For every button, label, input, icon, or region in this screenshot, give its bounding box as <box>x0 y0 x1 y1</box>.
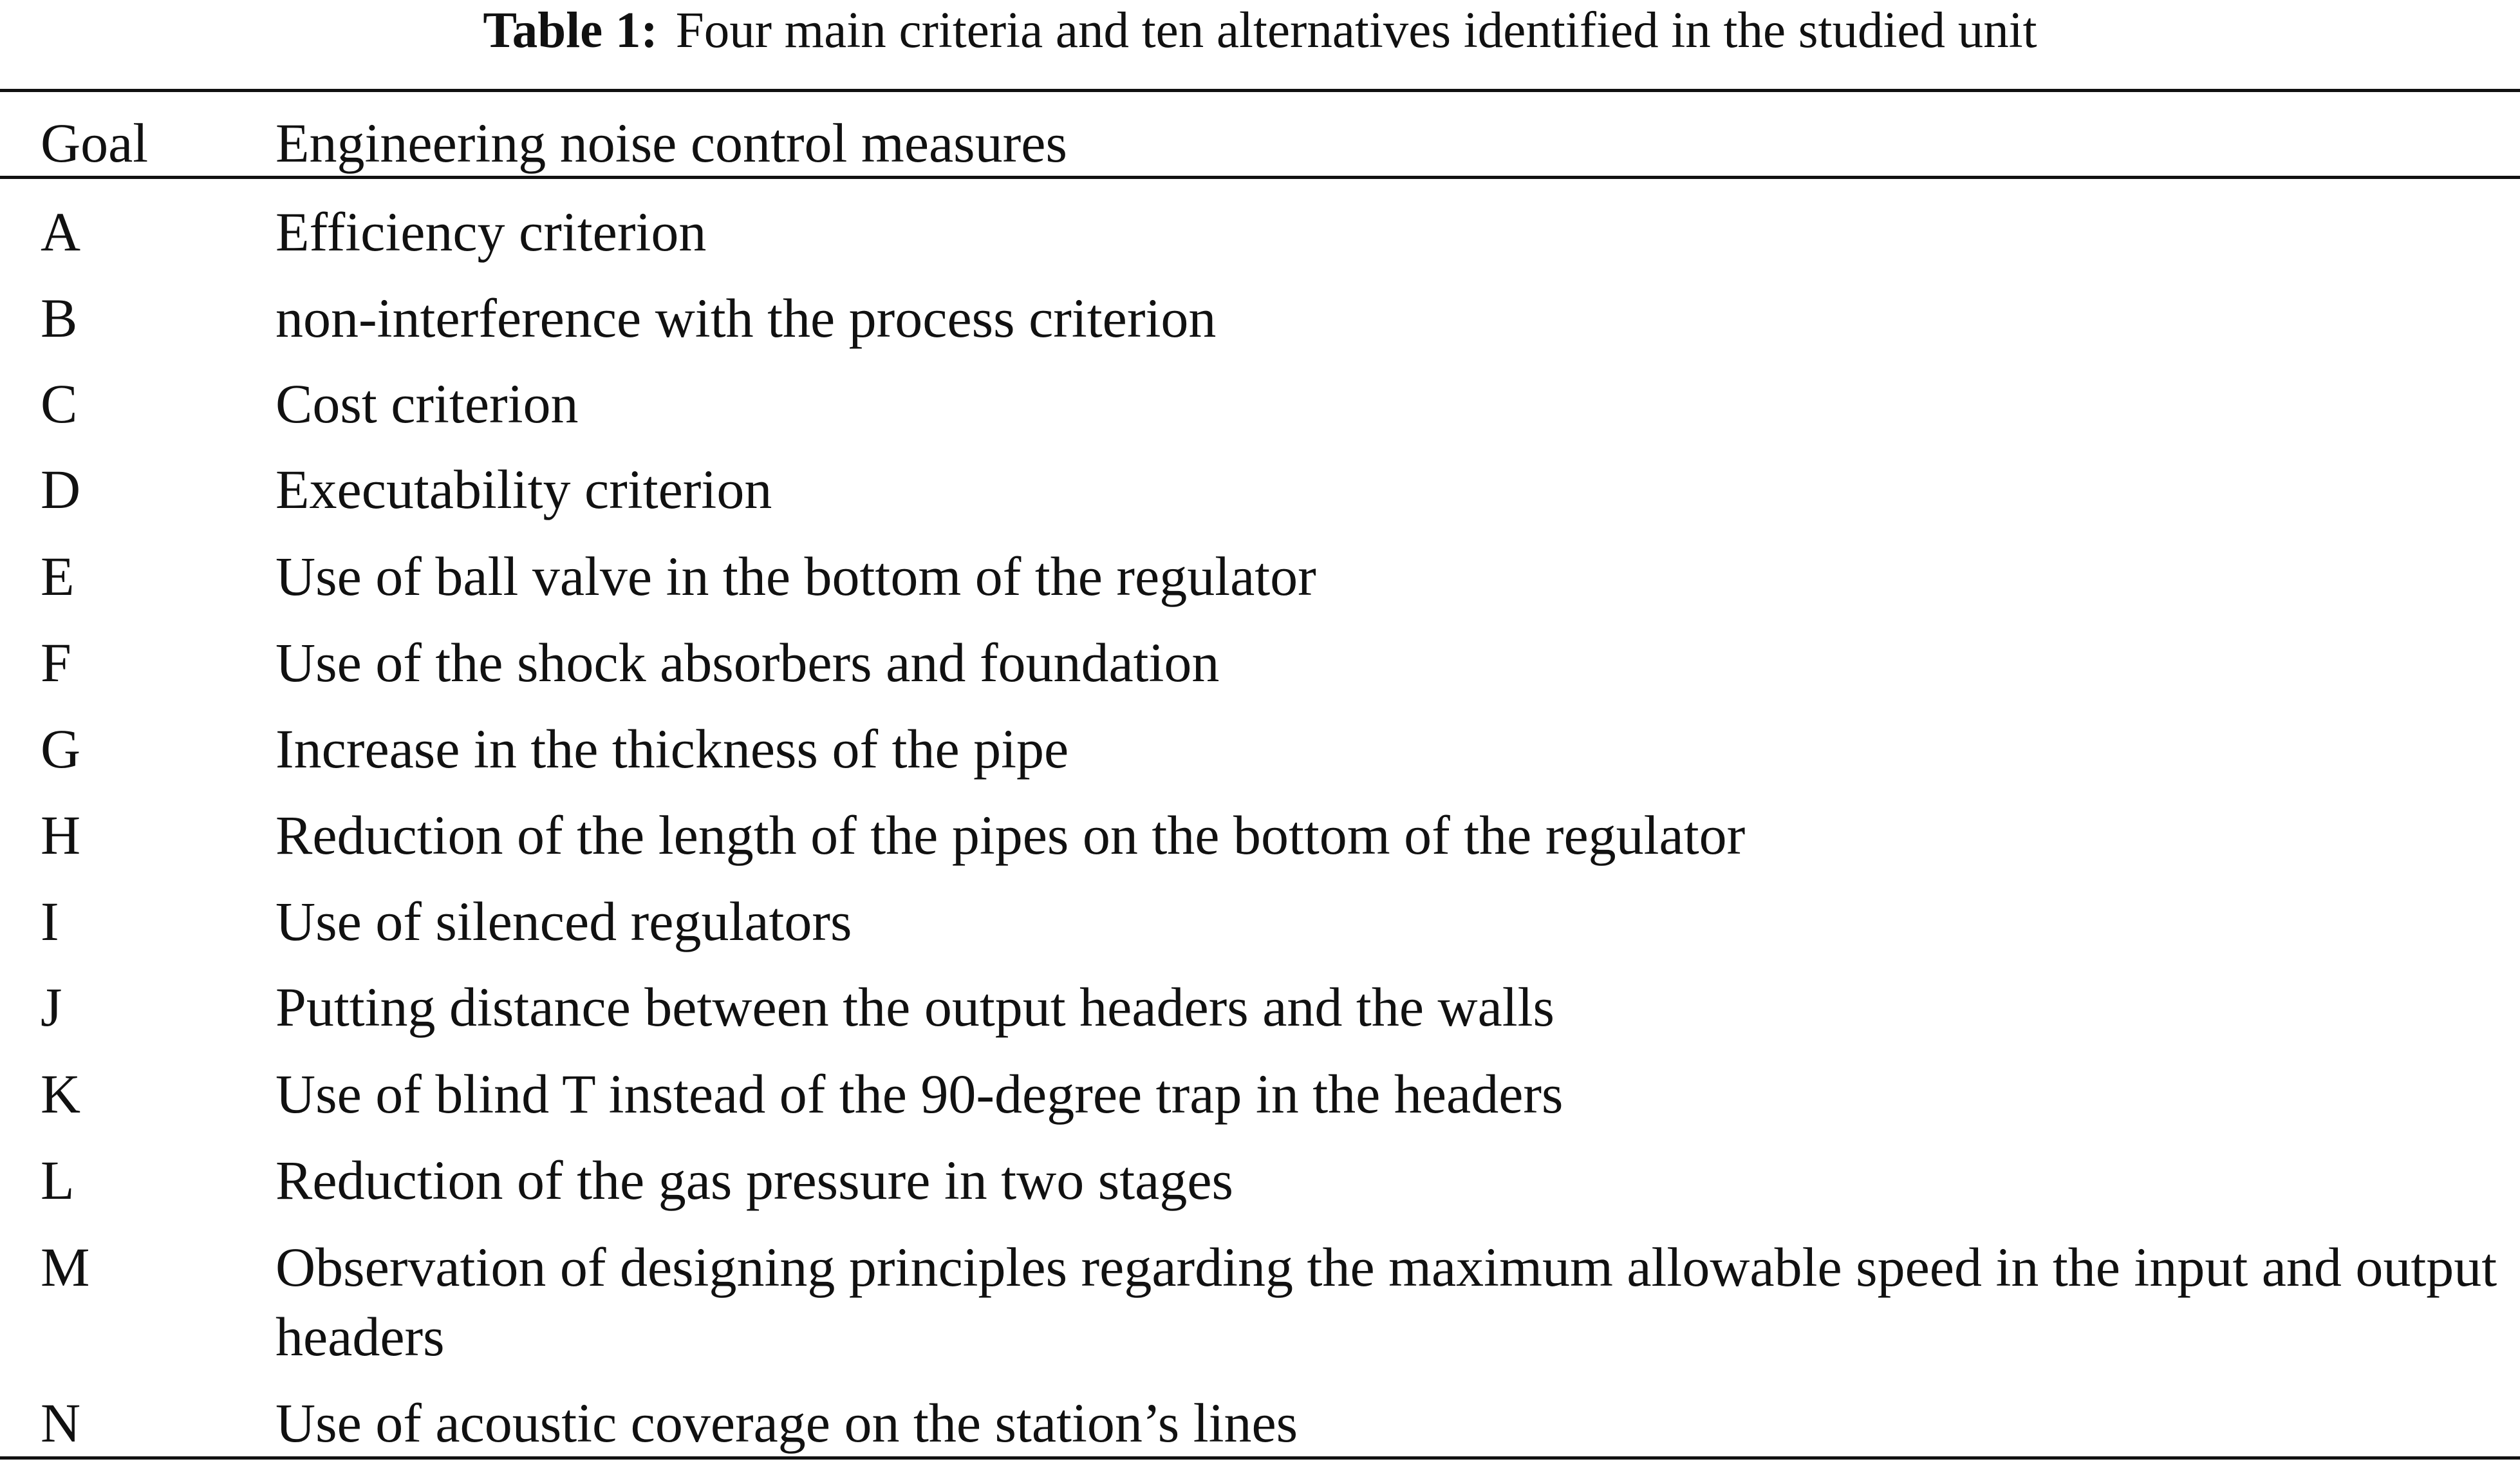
goal-cell: A <box>41 201 81 263</box>
goal-cell: B <box>41 287 78 349</box>
goal-column-header: Goal <box>41 112 149 174</box>
goal-cell: C <box>41 373 78 435</box>
measure-cell: Putting distance between the output headers and the walls <box>275 976 1555 1038</box>
measure-cell: Efficiency criterion <box>275 201 707 263</box>
top-rule <box>0 89 2520 92</box>
measure-cell: Use of acoustic coverage on the station’s lines <box>275 1392 1298 1454</box>
measure-cell: Use of blind T instead of the 90-degree trap in the headers <box>275 1063 1563 1125</box>
measure-cell: Cost criterion <box>275 373 579 435</box>
goal-cell: D <box>41 458 81 520</box>
goal-cell: H <box>41 804 81 866</box>
measure-cell: Observation of designing principles regarding the maximum allowable speed in the input and output headers <box>275 1236 2497 1367</box>
caption-text: Four main criteria and ten alternatives identified in the studied unit <box>675 3 2037 59</box>
goal-cell: J <box>41 976 62 1038</box>
bottom-rule <box>0 1456 2520 1460</box>
goal-cell: E <box>41 545 75 607</box>
goal-cell: M <box>41 1236 90 1298</box>
header-rule <box>0 176 2520 179</box>
caption-label: Table 1: <box>483 3 658 59</box>
measure-cell: Increase in the thickness of the pipe <box>275 718 1069 780</box>
measure-cell: Use of ball valve in the bottom of the regulator <box>275 545 1316 607</box>
goal-cell: G <box>41 718 81 780</box>
measure-cell: non-interference with the process criterion <box>275 287 1217 349</box>
measure-cell: Executability criterion <box>275 458 772 520</box>
goal-cell: L <box>41 1149 75 1211</box>
measure-cell: Use of the shock absorbers and foundation <box>275 632 1220 693</box>
goal-cell: K <box>41 1063 81 1125</box>
measure-column-header: Engineering noise control measures <box>275 112 1067 174</box>
goal-cell: N <box>41 1392 81 1454</box>
goal-cell: F <box>41 632 71 693</box>
goal-cell: I <box>41 890 59 952</box>
measure-cell: Reduction of the length of the pipes on the bottom of the regulator <box>275 804 1746 866</box>
table-caption <box>0 0 2520 61</box>
measure-cell: Reduction of the gas pressure in two stages <box>275 1149 1233 1211</box>
measure-cell: Use of silenced regulators <box>275 890 852 952</box>
